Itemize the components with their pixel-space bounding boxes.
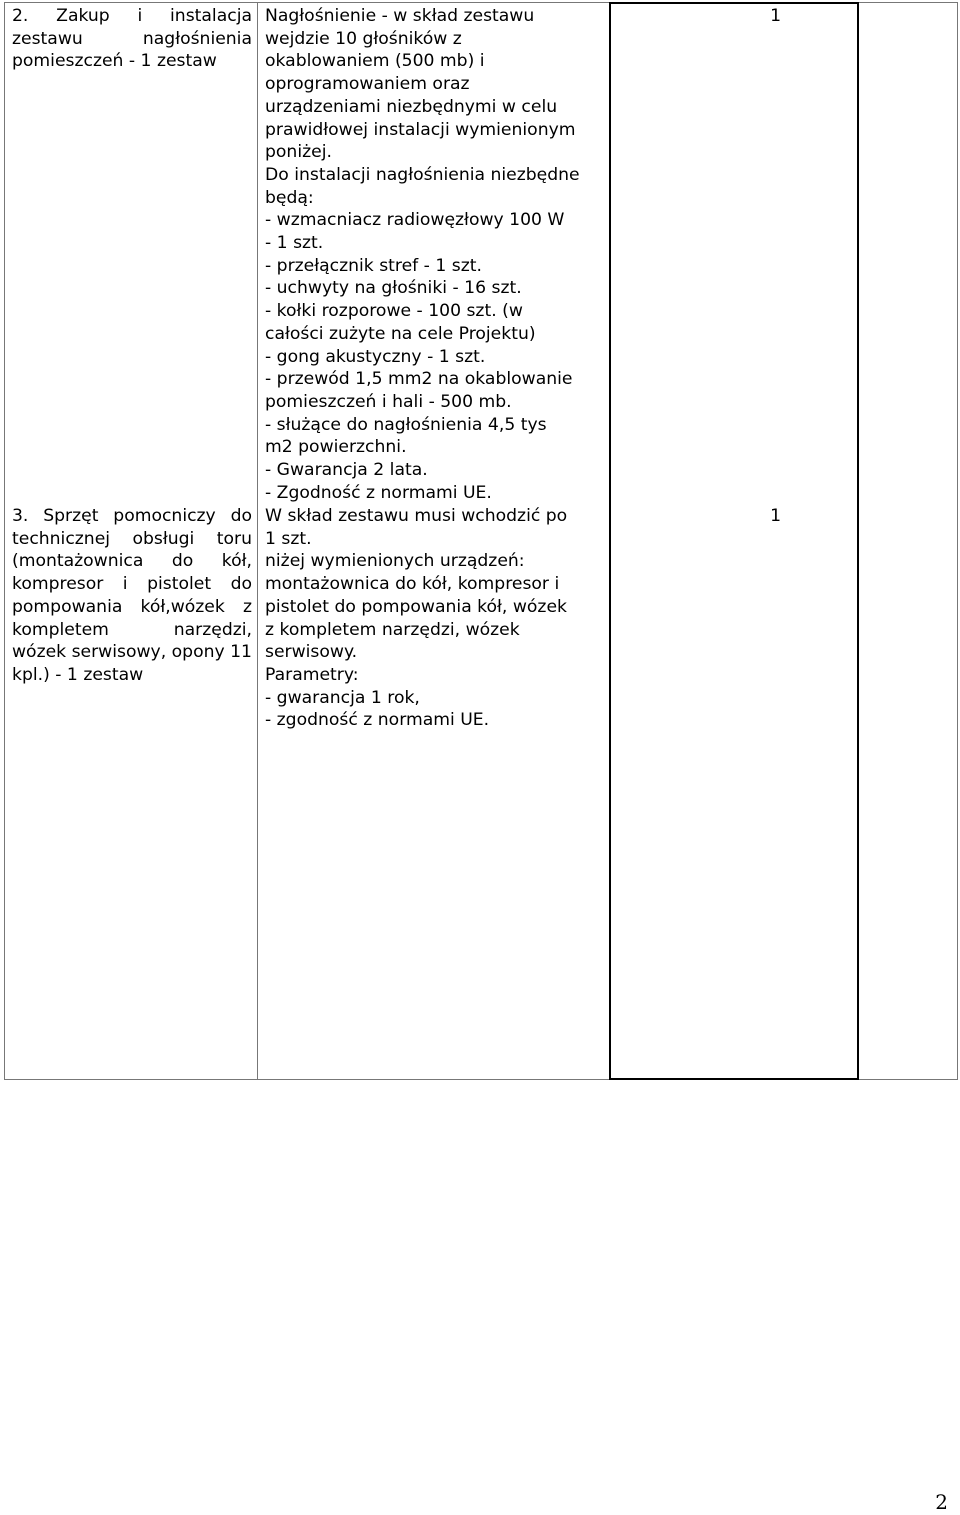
item-quantity-row-2: 1 (770, 506, 781, 526)
page-number: 2 (935, 1490, 948, 1514)
specification-table (4, 2, 958, 1080)
item-quantity-row-1: 1 (770, 6, 781, 26)
item-column (4, 2, 257, 1080)
quantity-column (609, 2, 859, 1080)
item-name-row-1: 2. Zakup i instalacja zestawu nagłośnienia pomieszczeń - 1 zestaw (12, 6, 252, 72)
extra-column (859, 2, 958, 1080)
description-column (257, 2, 610, 1080)
item-name-row-2: 3. Sprzęt pomocniczy do technicznej obsługi toru (montażownica do kół, kompresor i pistolet do pompowania kół,wózek z kompletem narzędzi, wózek serwisowy, opony 11 kpl.) - 1 zestaw (12, 506, 252, 685)
item-description-row-1: Nagłośnienie - w skład zestawu wejdzie 10 głośników z okablowaniem (500 mb) i oprogramowaniem oraz urządzeniami niezbędnymi w celu prawidłowej instalacji wymienionym poniżej. Do instalacji nagłośnienia niezbędne będą: - wzmacniacz radiowęzłowy 100 W - 1 szt. - przełącznik stref - 1 szt. - uchwyty na głośniki - 16 szt. - kołki rozporowe - 100 szt. (w całości zużyte na cele Projektu) - gong akustyczny - 1 szt. - przewód 1,5 mm2 na okablowanie pomieszczeń i hali - 500 mb. - służące do nagłośnienia 4,5 tys m2 powierzchni. - Gwarancja 2 lata. - Zgodność z normami UE. (265, 6, 580, 503)
item-description-row-2: W skład zestawu musi wchodzić po 1 szt. niżej wymienionych urządzeń: montażownica do kół, kompresor i pistolet do pompowania kół, wózek z kompletem narzędzi, wózek serwisowy. Parametry: - gwarancja 1 rok, - zgodność z normami UE. (265, 506, 568, 731)
